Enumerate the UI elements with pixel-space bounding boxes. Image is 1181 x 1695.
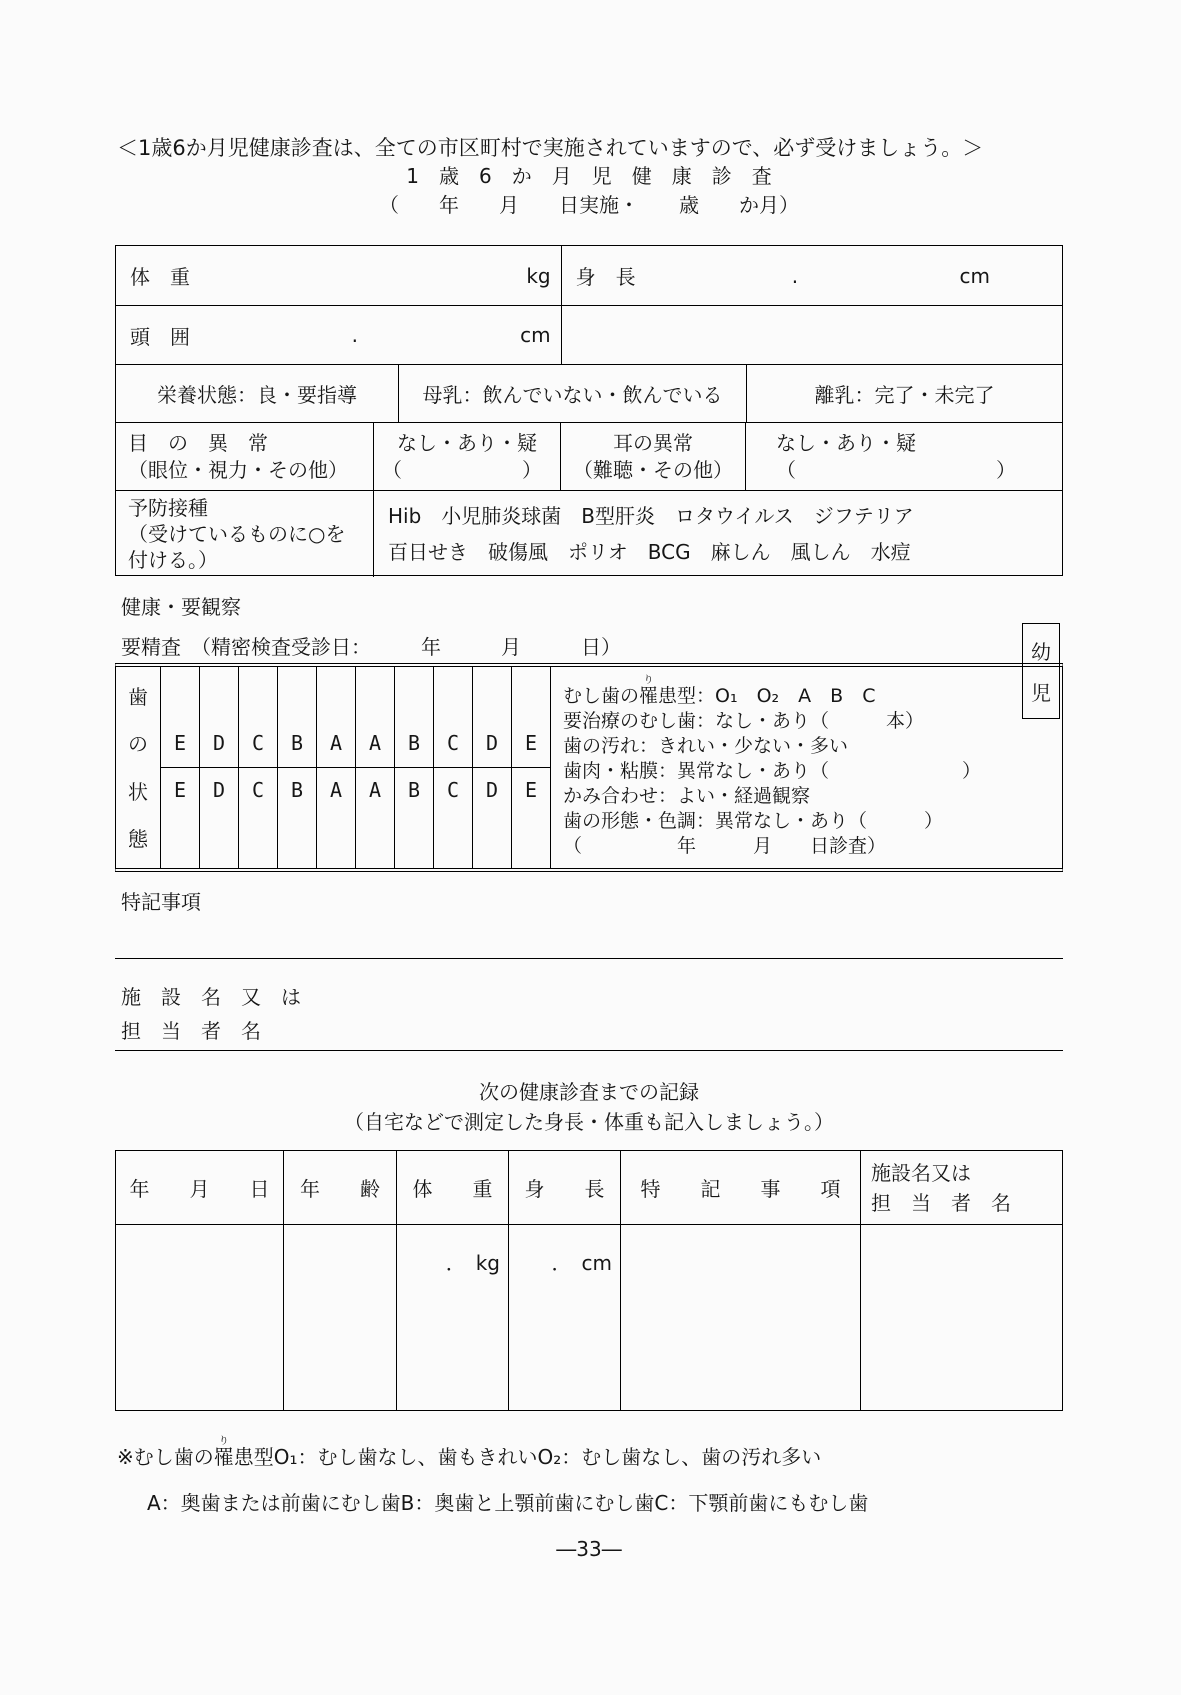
form-subtitle: （ 年 月 日実施・ 歳 か月）	[379, 193, 799, 217]
eye-abnormality-sublabel: （眼位・視力・その他）	[128, 457, 348, 482]
record-table	[115, 1150, 1063, 1411]
ear-abnormality-sublabel: （難聴・その他）	[573, 457, 733, 482]
height-unit: cm	[959, 263, 990, 288]
ear-result-paren: （ ）	[776, 457, 1016, 482]
bite-line: かみ合わせ：よい・経過観察	[563, 785, 811, 807]
nutrition-status-cell	[116, 365, 398, 422]
record-header-age: 年 齢	[283, 1151, 396, 1225]
tooth-column	[317, 667, 356, 868]
tooth-column	[473, 667, 512, 868]
row-header-char: 状	[128, 779, 148, 804]
side-tab-char2: 児	[1031, 681, 1051, 705]
vaccination-label: 予防接種	[128, 496, 208, 520]
vaccination-instruction-1: （受けているものに○を	[128, 522, 346, 546]
height-cell	[561, 246, 1062, 305]
tooth-column	[278, 667, 317, 868]
health-observation-label: 健康・要観察	[121, 595, 241, 619]
weight-cell	[116, 246, 561, 305]
lower-tooth-cell: C	[446, 778, 460, 802]
lower-tooth-cell: B	[407, 778, 421, 802]
ruby-annotation: 罹り	[213, 1436, 234, 1469]
exam-date-line: （ 年 月 日診査）	[563, 835, 887, 857]
ear-result-cell	[745, 423, 1062, 490]
tooth-cleanliness-line: 歯の汚れ：きれい・少ない・多い	[563, 735, 849, 757]
record-section-title: 次の健康診査までの記録	[479, 1080, 699, 1104]
row-header-char: 歯	[128, 685, 148, 709]
eye-result-paren: （ ）	[382, 457, 542, 482]
measurement-table	[115, 245, 1063, 365]
facility-name-label: 施 設 名 又 は 担 当 者 名	[121, 985, 301, 1043]
tooth-column	[395, 667, 434, 868]
tooth-column	[434, 667, 473, 868]
teeth-findings-cell	[551, 667, 1062, 868]
breastmilk-label: 母乳：飲んでいない・飲んでいる	[422, 383, 723, 407]
empty-cell	[561, 305, 1062, 364]
tooth-column	[239, 667, 278, 868]
upper-tooth-cell: D	[473, 667, 511, 768]
height-label: 身 長	[575, 265, 636, 289]
weight-unit: kg	[526, 263, 551, 288]
teeth-condition-table	[115, 663, 1063, 872]
weaning-cell	[746, 365, 1062, 422]
upper-tooth-cell: E	[161, 667, 199, 768]
weaning-label: 離乳：完了・未完了	[814, 383, 995, 407]
detailed-exam-label: 要精査 （精密検査受診日： 年 月 日）	[121, 635, 621, 659]
eye-result-options: なし・あり・疑	[397, 430, 537, 455]
record-cell-weight	[396, 1225, 508, 1410]
record-header-date: 年 月 日	[116, 1151, 283, 1225]
eye-abnormality-label: 目 の 異 常	[128, 430, 268, 455]
divider-line	[115, 958, 1063, 959]
divider-line	[115, 1050, 1063, 1051]
head-circumference-cell	[116, 305, 561, 364]
head-circumference-label: 頭 囲	[130, 324, 190, 349]
record-weight-unit: ． kg	[445, 1251, 500, 1275]
record-cell-date	[116, 1225, 283, 1410]
side-tab-char1: 幼	[1031, 640, 1051, 664]
footnote-line2: A：奥歯または前歯にむし歯B：奥歯と上顎前歯にむし歯C：下顎前歯にもむし歯	[147, 1491, 869, 1515]
tooth-column	[200, 667, 239, 868]
caries-type-line: むし歯の罹り患型：O₁ O₂ A B C	[563, 675, 876, 707]
lower-tooth-cell: B	[290, 778, 304, 802]
ear-abnormality-cell	[560, 423, 745, 490]
record-header-weight: 体 重	[396, 1151, 508, 1225]
footnote-line1: ※むし歯の罹り患型O₁：むし歯なし、歯もきれいO₂：むし歯なし、歯の汚れ多い	[117, 1436, 822, 1469]
teeth-table-row-header	[116, 667, 161, 868]
tooth-column	[161, 667, 200, 868]
vaccination-list-line2: 百日せき 破傷風 ポリオ BCG 麻しん 風しん 水痘	[388, 540, 911, 564]
upper-tooth-cell: E	[512, 667, 550, 768]
head-unit: cm	[520, 323, 551, 347]
upper-tooth-cell: B	[395, 667, 433, 768]
eye-result-cell	[373, 423, 560, 490]
vaccination-instruction-2: 付ける。）	[128, 548, 218, 572]
lower-tooth-cell: E	[524, 778, 538, 802]
height-decimal-dot: .	[791, 263, 799, 288]
treatment-needed-line: 要治療のむし歯：なし・あり（ 本）	[563, 710, 925, 732]
lower-tooth-cell: E	[173, 778, 187, 802]
ear-result-options: なし・あり・疑	[776, 430, 916, 455]
upper-tooth-cell: C	[434, 667, 472, 768]
nutrition-status-label: 栄養状態：良・要指導	[157, 383, 357, 407]
upper-tooth-cell: B	[278, 667, 316, 768]
record-section-subtitle: （自宅などで測定した身長・体重も記入しましょう。）	[344, 1110, 834, 1134]
notice-text: ＜1歳6か月児健康診査は、全ての市区町村で実施されていますので、必ず受けましょう。＞	[117, 136, 984, 160]
tooth-column	[356, 667, 395, 868]
weight-label: 体 重	[130, 265, 190, 289]
record-header-facility: 施設名又は 担 当 者 名	[860, 1151, 1062, 1225]
lower-tooth-cell: C	[251, 778, 265, 802]
vaccination-list-line1: Hib 小児肺炎球菌 B型肝炎 ロタウイルス ジフテリア	[388, 504, 914, 528]
row-header-char: の	[128, 732, 148, 757]
record-header-height: 身 長	[508, 1151, 620, 1225]
upper-tooth-cell: A	[317, 667, 355, 768]
record-height-unit: ． cm	[551, 1251, 612, 1275]
special-notes-label: 特記事項	[121, 890, 201, 914]
eye-abnormality-cell	[116, 423, 373, 490]
head-decimal-dot: .	[351, 323, 358, 347]
ruby-annotation: 罹り	[639, 675, 659, 707]
vaccination-list-cell	[373, 490, 1062, 577]
row-header-char: 態	[128, 826, 148, 851]
record-header-notes: 特 記 事 項	[620, 1151, 860, 1225]
record-cell-notes	[620, 1225, 860, 1410]
lower-tooth-cell: D	[485, 778, 499, 802]
eye-ear-vaccination-table	[115, 422, 1063, 576]
record-cell-age	[283, 1225, 396, 1410]
lower-tooth-cell: A	[329, 778, 343, 802]
page-number: ―33―	[556, 1537, 622, 1561]
tooth-column	[512, 667, 551, 868]
breastmilk-cell	[398, 365, 746, 422]
ear-abnormality-label: 耳の異常	[613, 430, 693, 455]
record-cell-facility	[860, 1225, 1062, 1410]
tooth-shape-color-line: 歯の形態・色調：異常なし・あり（ ）	[563, 810, 944, 832]
record-cell-height	[508, 1225, 620, 1410]
nutrition-table	[115, 364, 1063, 423]
form-title: 1 歳 6 か 月 児 健 康 診 査	[406, 164, 772, 188]
upper-tooth-cell: A	[356, 667, 394, 768]
vaccination-label-cell	[116, 490, 373, 577]
lower-tooth-cell: D	[212, 778, 226, 802]
upper-tooth-cell: D	[200, 667, 238, 768]
lower-tooth-cell: A	[368, 778, 382, 802]
gum-mucosa-line: 歯肉・粘膜：異常なし・あり（ ）	[563, 760, 982, 782]
upper-tooth-cell: C	[239, 667, 277, 768]
